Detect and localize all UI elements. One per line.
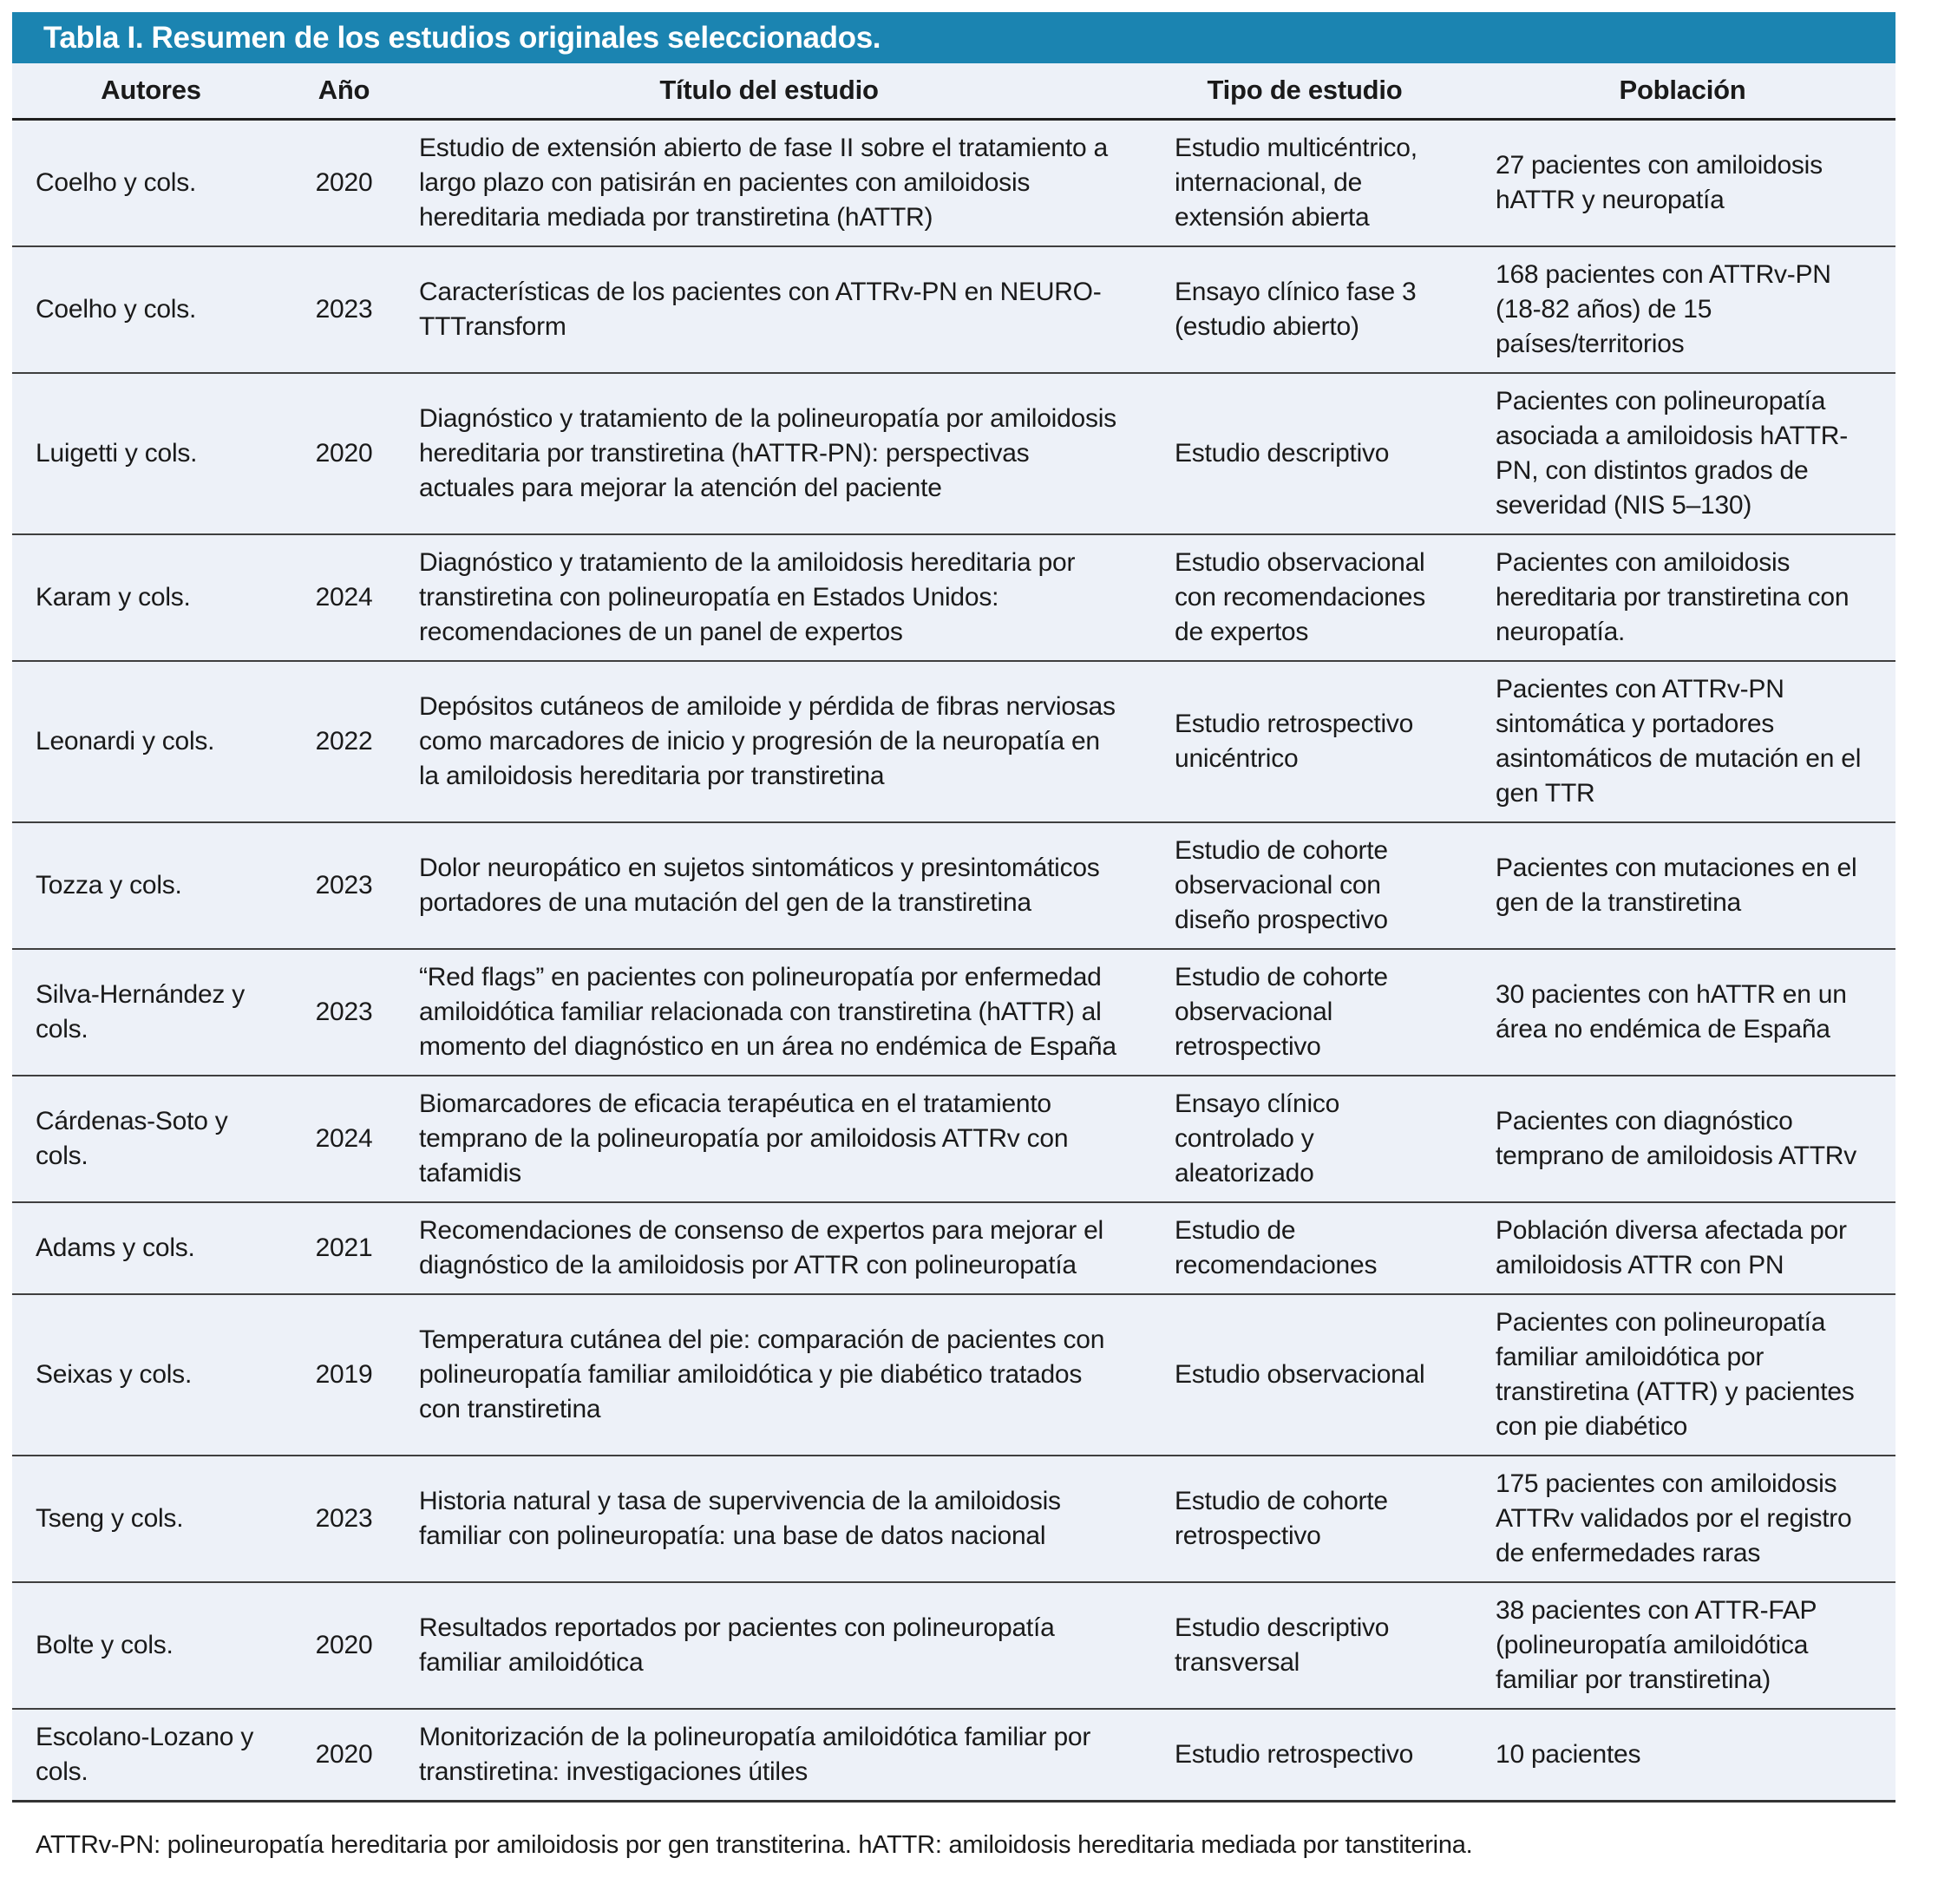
cell-authors: Leonardi y cols. — [12, 661, 290, 822]
cell-type: Ensayo clínico fase 3 (estudio abierto) — [1140, 246, 1470, 373]
cell-title: Diagnóstico y tratamiento de la amiloidosis hereditaria por transtiretina con polineuropatía en Estados Unidos: recomendaciones de un panel de expertos — [398, 534, 1140, 661]
cell-year: 2020 — [290, 373, 398, 534]
cell-population: 38 pacientes con ATTR-FAP (polineuropatía amiloidótica familiar por transtiretina) — [1470, 1582, 1895, 1709]
cell-authors: Luigetti y cols. — [12, 373, 290, 534]
cell-population: Pacientes con polineuropatía asociada a amiloidosis hATTR-PN, con distintos grados de severidad (NIS 5–130) — [1470, 373, 1895, 534]
cell-type: Estudio multicéntrico, internacional, de extensión abierta — [1140, 120, 1470, 247]
cell-population: Pacientes con ATTRv-PN sintomática y portadores asintomáticos de mutación en el gen TTR — [1470, 661, 1895, 822]
cell-title: Depósitos cutáneos de amiloide y pérdida de fibras nerviosas como marcadores de inicio y progresión de la neuropatía en la amiloidosis hereditaria por transtiretina — [398, 661, 1140, 822]
table-row — [12, 1076, 1895, 1202]
cell-authors: Seixas y cols. — [12, 1294, 290, 1456]
cell-type: Estudio de cohorte observacional con diseño prospectivo — [1140, 822, 1470, 949]
cell-title: Historia natural y tasa de supervivencia de la amiloidosis familiar con polineuropatía: una base de datos nacional — [398, 1456, 1140, 1582]
cell-type: Estudio descriptivo transversal — [1140, 1582, 1470, 1709]
column-header-poblacion: Población — [1470, 63, 1895, 120]
cell-population: 27 pacientes con amiloidosis hATTR y neuropatía — [1470, 120, 1895, 247]
cell-title: Recomendaciones de consenso de expertos para mejorar el diagnóstico de la amiloidosis por ATTR con polineuropatía — [398, 1202, 1140, 1294]
table-row — [12, 1456, 1895, 1582]
table-row — [12, 822, 1895, 949]
cell-authors: Escolano-Lozano y cols. — [12, 1709, 290, 1802]
cell-year: 2019 — [290, 1294, 398, 1456]
cell-year: 2023 — [290, 822, 398, 949]
cell-year: 2021 — [290, 1202, 398, 1294]
table-row — [12, 949, 1895, 1076]
cell-authors: Adams y cols. — [12, 1202, 290, 1294]
cell-population: Pacientes con polineuropatía familiar amiloidótica por transtiretina (ATTR) y pacientes con pie diabético — [1470, 1294, 1895, 1456]
study-summary-table — [12, 12, 1895, 1861]
cell-title: Temperatura cutánea del pie: comparación de pacientes con polineuropatía familiar amiloidótica y pie diabético tratados con transtiretina — [398, 1294, 1140, 1456]
cell-population: Pacientes con mutaciones en el gen de la transtiretina — [1470, 822, 1895, 949]
table-footnote: ATTRv-PN: polineuropatía hereditaria por amiloidosis por gen transtiterina. hATTR: amiloidosis hereditaria mediada por tanstiterina. — [36, 1831, 1473, 1859]
cell-type: Estudio de cohorte retrospectivo — [1140, 1456, 1470, 1582]
table-header-row — [12, 63, 1895, 120]
cell-title: Monitorización de la polineuropatía amiloidótica familiar por transtiretina: investigaciones útiles — [398, 1709, 1140, 1802]
cell-type: Estudio observacional — [1140, 1294, 1470, 1456]
cell-authors: Karam y cols. — [12, 534, 290, 661]
cell-year: 2023 — [290, 1456, 398, 1582]
cell-population: 30 pacientes con hATTR en un área no endémica de España — [1470, 949, 1895, 1076]
cell-authors: Tseng y cols. — [12, 1456, 290, 1582]
table-row — [12, 373, 1895, 534]
table-row — [12, 661, 1895, 822]
cell-population: Población diversa afectada por amiloidosis ATTR con PN — [1470, 1202, 1895, 1294]
cell-type: Estudio retrospectivo — [1140, 1709, 1470, 1802]
cell-authors: Silva-Hernández y cols. — [12, 949, 290, 1076]
cell-type: Estudio retrospectivo unicéntrico — [1140, 661, 1470, 822]
table-row — [12, 120, 1895, 247]
column-header-ano: Año — [290, 63, 398, 120]
cell-type: Estudio de recomendaciones — [1140, 1202, 1470, 1294]
cell-title: Resultados reportados por pacientes con polineuropatía familiar amiloidótica — [398, 1582, 1140, 1709]
table-row — [12, 534, 1895, 661]
cell-title: Diagnóstico y tratamiento de la polineuropatía por amiloidosis hereditaria por transtiretina (hATTR-PN): perspectivas actuales para mejorar la atención del paciente — [398, 373, 1140, 534]
cell-population: Pacientes con diagnóstico temprano de amiloidosis ATTRv — [1470, 1076, 1895, 1202]
table-row — [12, 1582, 1895, 1709]
cell-authors: Tozza y cols. — [12, 822, 290, 949]
cell-title: “Red flags” en pacientes con polineuropatía por enfermedad amiloidótica familiar relacionada con transtiretina (hATTR) al momento del diagnóstico en un área no endémica de España — [398, 949, 1140, 1076]
cell-authors: Bolte y cols. — [12, 1582, 290, 1709]
cell-year: 2020 — [290, 120, 398, 247]
cell-title: Características de los pacientes con ATTRv-PN en NEURO-TTTransform — [398, 246, 1140, 373]
cell-year: 2024 — [290, 534, 398, 661]
studies-table — [12, 63, 1895, 1803]
cell-year: 2023 — [290, 949, 398, 1076]
cell-type: Ensayo clínico controlado y aleatorizado — [1140, 1076, 1470, 1202]
column-header-titulo: Título del estudio — [398, 63, 1140, 120]
cell-authors: Coelho y cols. — [12, 120, 290, 247]
table-title: Tabla I. Resumen de los estudios originales seleccionados. — [43, 20, 881, 55]
table-row — [12, 1294, 1895, 1456]
cell-title: Estudio de extensión abierto de fase II sobre el tratamiento a largo plazo con patisirán en pacientes con amiloidosis hereditaria mediada por transtiretina (hATTR) — [398, 120, 1140, 247]
cell-authors: Coelho y cols. — [12, 246, 290, 373]
cell-type: Estudio de cohorte observacional retrospectivo — [1140, 949, 1470, 1076]
table-row — [12, 246, 1895, 373]
cell-year: 2022 — [290, 661, 398, 822]
cell-year: 2020 — [290, 1709, 398, 1802]
table-title-bar — [12, 12, 1895, 63]
cell-population: Pacientes con amiloidosis hereditaria por transtiretina con neuropatía. — [1470, 534, 1895, 661]
column-header-tipo: Tipo de estudio — [1140, 63, 1470, 120]
cell-year: 2024 — [290, 1076, 398, 1202]
cell-year: 2023 — [290, 246, 398, 373]
table-row — [12, 1709, 1895, 1802]
cell-title: Dolor neuropático en sujetos sintomáticos y presintomáticos portadores de una mutación del gen de la transtiretina — [398, 822, 1140, 949]
cell-population: 10 pacientes — [1470, 1709, 1895, 1802]
cell-type: Estudio descriptivo — [1140, 373, 1470, 534]
cell-population: 168 pacientes con ATTRv-PN (18-82 años) de 15 países/territorios — [1470, 246, 1895, 373]
table-row — [12, 1202, 1895, 1294]
column-header-autores: Autores — [12, 63, 290, 120]
cell-title: Biomarcadores de eficacia terapéutica en el tratamiento temprano de la polineuropatía por amiloidosis ATTRv con tafamidis — [398, 1076, 1140, 1202]
cell-authors: Cárdenas-Soto y cols. — [12, 1076, 290, 1202]
cell-year: 2020 — [290, 1582, 398, 1709]
cell-type: Estudio observacional con recomendaciones de expertos — [1140, 534, 1470, 661]
cell-population: 175 pacientes con amiloidosis ATTRv validados por el registro de enfermedades raras — [1470, 1456, 1895, 1582]
